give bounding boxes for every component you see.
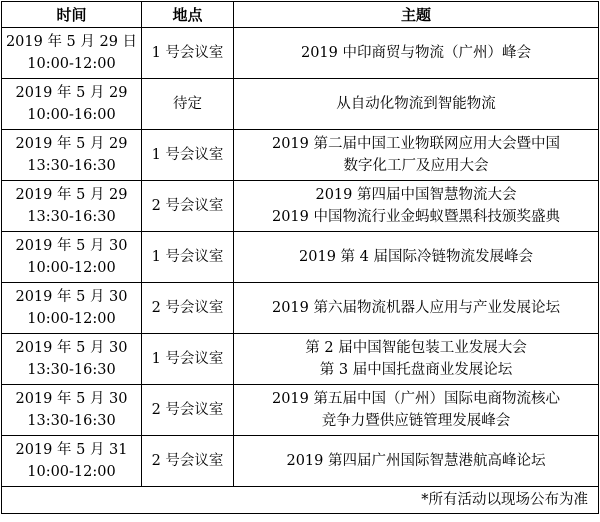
place-cell: 2 号会议室 (142, 436, 234, 487)
topic-cell (234, 283, 599, 334)
date-text: 2019 年 5 月 31 (15, 442, 128, 458)
topic-line: 2019 第二届中国工业物联网应用大会暨中国 (271, 136, 560, 152)
hours-text: 10:00-16:00 (27, 107, 116, 123)
table-row (2, 436, 599, 487)
place-cell: 1 号会议室 (142, 130, 234, 181)
time-cell (2, 283, 142, 334)
table-body (2, 28, 599, 487)
header-place: 地点 (142, 2, 234, 28)
time-cell (2, 334, 142, 385)
topic-line: 2019 第四届广州国际智慧港航高峰论坛 (286, 453, 546, 469)
topic-line: 第 3 届中国托盘商业发展论坛 (319, 362, 513, 378)
time-cell (2, 436, 142, 487)
footnote: *所有活动以现场公布为准 (2, 487, 599, 514)
topic-cell (234, 232, 599, 283)
time-cell (2, 385, 142, 436)
topic-cell (234, 79, 599, 130)
header-time: 时间 (2, 2, 142, 28)
date-text: 2019 年 5 月 29 日 (5, 34, 138, 50)
schedule-table (1, 1, 599, 514)
date-text: 2019 年 5 月 30 (15, 289, 128, 305)
date-text: 2019 年 5 月 29 (15, 85, 128, 101)
time-cell (2, 28, 142, 79)
place-cell: 2 号会议室 (142, 181, 234, 232)
topic-line: 2019 第 4 届国际冷链物流发展峰会 (299, 249, 533, 265)
place-cell: 待定 (142, 79, 234, 130)
hours-text: 13:30-16:30 (27, 413, 116, 429)
hours-text: 13:30-16:30 (27, 209, 116, 225)
header-topic: 主题 (234, 2, 599, 28)
header-row (2, 2, 599, 28)
date-text: 2019 年 5 月 30 (15, 340, 128, 356)
hours-text: 13:30-16:30 (27, 362, 116, 378)
hours-text: 13:30-16:30 (27, 158, 116, 174)
place-cell: 2 号会议室 (142, 283, 234, 334)
topic-line: 2019 中国物流行业金蚂蚁暨黑科技颁奖盛典 (271, 209, 560, 225)
table-row (2, 385, 599, 436)
place-cell: 2 号会议室 (142, 385, 234, 436)
date-text: 2019 年 5 月 29 (15, 187, 128, 203)
topic-cell (234, 28, 599, 79)
topic-line: 从自动化物流到智能物流 (336, 96, 496, 112)
topic-line: 数字化工厂及应用大会 (343, 158, 489, 174)
hours-text: 10:00-12:00 (27, 311, 116, 327)
table-row (2, 232, 599, 283)
topic-line: 竞争力暨供应链管理发展峰会 (321, 413, 511, 429)
place-cell: 1 号会议室 (142, 232, 234, 283)
place-cell: 1 号会议室 (142, 28, 234, 79)
time-cell (2, 130, 142, 181)
topic-line: 2019 第六届物流机器人应用与产业发展论坛 (271, 300, 560, 316)
place-cell: 1 号会议室 (142, 334, 234, 385)
table-row (2, 283, 599, 334)
table-row (2, 334, 599, 385)
table-row (2, 79, 599, 130)
topic-cell (234, 334, 599, 385)
time-cell (2, 232, 142, 283)
topic-cell (234, 181, 599, 232)
hours-text: 10:00-12:00 (27, 56, 116, 72)
topic-line: 第 2 届中国智能包装工业发展大会 (305, 340, 527, 356)
topic-cell (234, 385, 599, 436)
topic-cell (234, 130, 599, 181)
hours-text: 10:00-12:00 (27, 464, 116, 480)
hours-text: 10:00-12:00 (27, 260, 116, 276)
table-row (2, 28, 599, 79)
date-text: 2019 年 5 月 30 (15, 238, 128, 254)
table-row (2, 130, 599, 181)
topic-line: 2019 第五届中国（广州）国际电商物流核心 (271, 391, 560, 407)
time-cell (2, 181, 142, 232)
date-text: 2019 年 5 月 29 (15, 136, 128, 152)
page (0, 1, 600, 522)
topic-line: 2019 第四届中国智慧物流大会 (315, 187, 517, 203)
footnote-row (2, 487, 599, 514)
table-row (2, 181, 599, 232)
time-cell (2, 79, 142, 130)
date-text: 2019 年 5 月 30 (15, 391, 128, 407)
topic-cell (234, 436, 599, 487)
topic-line: 2019 中印商贸与物流（广州）峰会 (300, 45, 531, 61)
